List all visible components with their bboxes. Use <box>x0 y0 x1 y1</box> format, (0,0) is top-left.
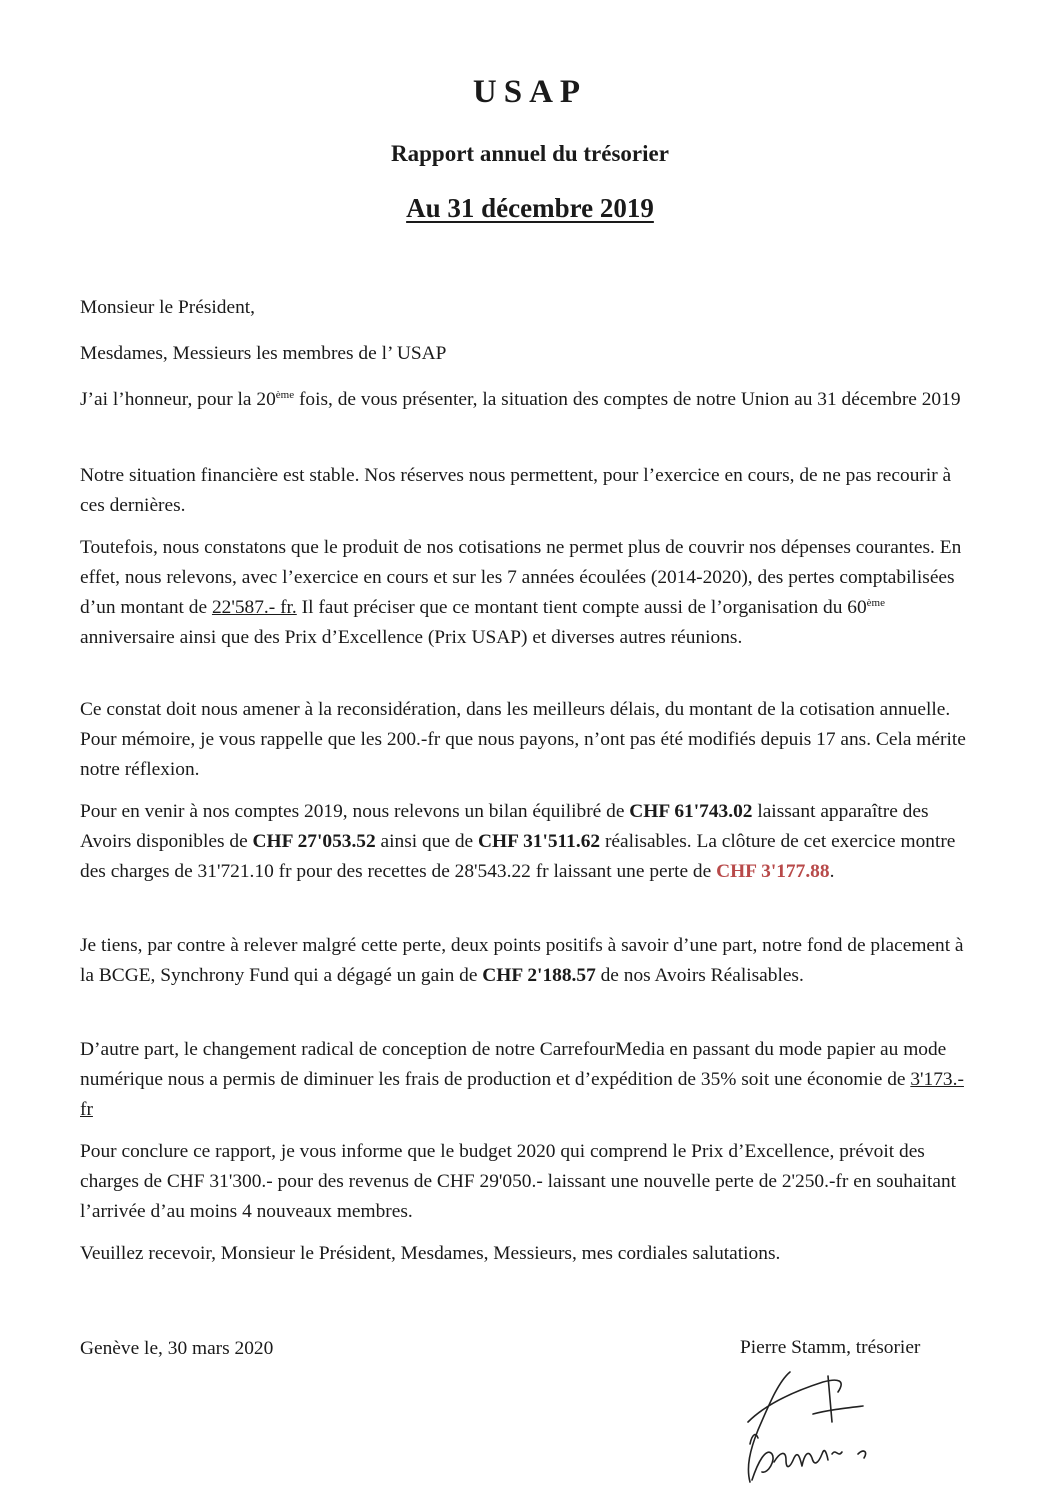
paragraph-placement <box>80 931 980 991</box>
superscript: ème <box>866 597 885 609</box>
paragraph-cotisation: Ce constat doit nous amener à la reconsidération, dans les meilleurs délais, du montant de la cotisation annuelle. Pour mémoire, je vous rappelle que les 200.-fr que nous payons, n’ont pas été modifiés depuis 17 ans. Cela mérite notre réflexion. <box>80 699 966 780</box>
perte-amount: CHF 3'177.88 <box>716 861 830 882</box>
text-fragment: . <box>829 861 835 882</box>
text-fragment: laissant apparaître des Avoirs disponibles de <box>80 801 929 852</box>
paragraph-carrefourmedia <box>80 1035 980 1125</box>
text-fragment: Je tiens, par contre à relever malgré cette perte, deux points positifs à savoir d’une part, notre fond de placement à la BCGE, Synchrony Fund qui a dégagé un gain de <box>80 935 964 986</box>
pertes-amount: 22'587.- fr. <box>211 597 297 618</box>
text-fragment: anniversaire ainsi que des Prix d’Excellence (Prix USAP) et diverses autres réunions. <box>80 627 743 648</box>
text-fragment: Pour en venir à nos comptes 2019, nous relevons un bilan équilibré de <box>80 801 630 822</box>
text-fragment: réalisables. La clôture de cet exercice montre des charges de 31'721.10 fr pour des recettes de 28'543.22 fr laissant une perte de <box>80 831 956 882</box>
avoirs-disponibles-amount: CHF 27'053.52 <box>252 831 376 852</box>
text-fragment: Toutefois, nous constatons que le produit de nos cotisations ne permet plus de couvrir nos dépenses courantes. En effet, nous relevons, avec l’exercice en cours et sur les 7 années écoulées (2014-2020), des pertes comptabilisées d’un montant de <box>80 537 962 618</box>
text-fragment: D’autre part, le changement radical de conception de notre CarrefourMedia en passant du mode papier au mode numérique nous a permis de diminuer les frais de production et d’expédition de 35% soit une économie de <box>80 1039 947 1090</box>
paragraph-pertes <box>80 533 980 653</box>
handwritten-signature <box>728 1362 898 1492</box>
text-fragment: J’ai l’honneur, pour la 20 <box>80 389 276 410</box>
text-fragment: fois, de vous présenter, la situation des comptes de notre Union au 31 décembre 2019 <box>294 389 961 410</box>
signatory: Pierre Stamm, trésorier <box>740 1337 921 1358</box>
paragraph-closing: Veuillez recevoir, Monsieur le Président, Mesdames, Messieurs, mes cordiales salutations. <box>80 1243 781 1264</box>
salutation: Monsieur le Président, <box>80 297 256 318</box>
org-title: USAP <box>472 74 588 110</box>
text-fragment: Il faut préciser que ce montant tient compte aussi de l’organisation du 60 <box>296 597 867 618</box>
economie-amount: 3'173.- fr <box>80 1069 964 1120</box>
paragraph-situation: Notre situation financière est stable. Nos réserves nous permettent, pour l’exercice en cours, de ne pas recourir à ces dernières. <box>80 465 952 516</box>
report-title: Rapport annuel du trésorier <box>391 141 669 166</box>
text-fragment: de nos Avoirs Réalisables. <box>595 965 804 986</box>
gain-amount: CHF 2'188.57 <box>482 965 596 986</box>
text-fragment: ainsi que de <box>375 831 479 852</box>
paragraph-budget: Pour conclure ce rapport, je vous informe que le budget 2020 qui comprend le Prix d’Excellence, prévoit des charges de CHF 31'300.- pour des revenus de CHF 29'050.- laissant une nouvelle perte de 2'250.-fr en souhaitant l’arrivée d’au moins 4 nouveaux membres. <box>80 1141 957 1222</box>
paragraph-comptes <box>80 797 980 887</box>
place-date: Genève le, 30 mars 2020 <box>80 1338 274 1359</box>
paragraph-intro <box>80 385 980 415</box>
report-date: Au 31 décembre 2019 <box>406 193 654 223</box>
superscript: ème <box>275 389 295 401</box>
address-line: Mesdames, Messieurs les membres de l’ USAP <box>80 343 447 364</box>
bilan-amount: CHF 61'743.02 <box>629 801 753 822</box>
avoirs-realisables-amount: CHF 31'511.62 <box>478 831 601 852</box>
